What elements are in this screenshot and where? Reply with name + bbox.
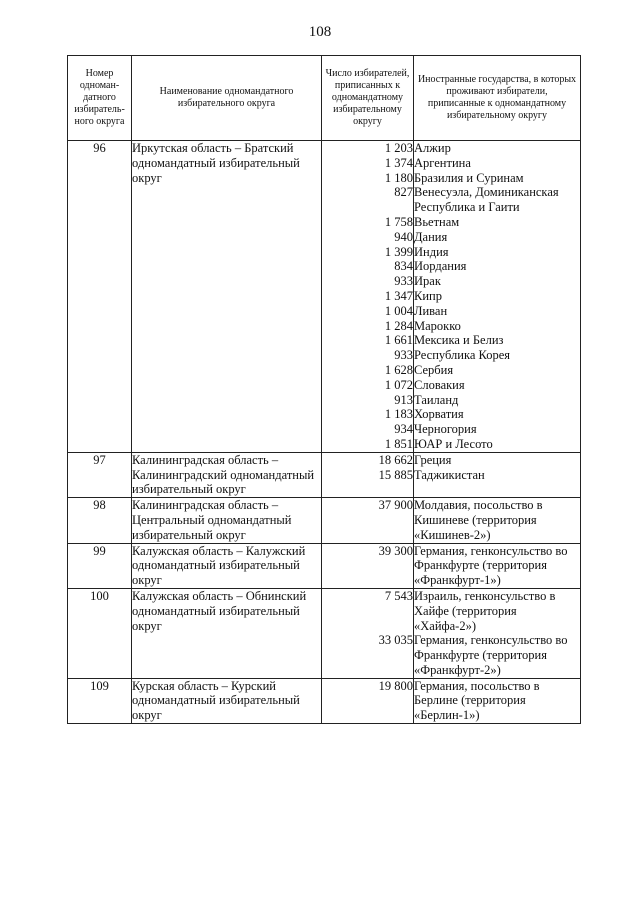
voter-count-cell	[322, 141, 414, 453]
foreign-countries-cell	[414, 588, 581, 678]
table-row	[68, 543, 581, 588]
district-name: Курская область – Курский одномандатный избирательный округ	[132, 678, 322, 723]
header-district-number: Номер одноман-датного избиратель-ного округа	[68, 56, 132, 141]
foreign-country: Германия, генконсульство во Франкфурте (территория «Франкфурт-2»)	[414, 633, 568, 677]
voter-count: 1 347	[384, 288, 413, 303]
table-row	[68, 141, 581, 453]
voter-count: 1 374	[384, 155, 413, 170]
foreign-country: Черногория	[414, 422, 477, 437]
voter-count-cell	[322, 498, 414, 543]
page-number: 108	[308, 24, 332, 40]
voter-count: 19 800	[378, 678, 413, 693]
voter-count: 1 203	[384, 141, 413, 155]
foreign-country: Хорватия	[414, 407, 464, 422]
table-row	[68, 498, 581, 543]
voter-count-cell	[322, 543, 414, 588]
voter-count: 1 284	[384, 318, 413, 333]
voter-count: 33 035	[378, 633, 413, 648]
district-number: 99	[68, 543, 132, 588]
foreign-country: Германия, посольство в Берлине (территория «Берлин-1»)	[414, 678, 540, 723]
foreign-country: Мексика и Белиз	[414, 333, 504, 348]
voter-count: 7 543	[384, 588, 413, 603]
foreign-country: Марокко	[414, 318, 461, 333]
foreign-country: Таиланд	[414, 392, 459, 407]
foreign-country: Германия, генконсульство во Франкфурте (территория «Франкфурт-1»)	[414, 543, 568, 588]
foreign-country: Сербия	[414, 362, 454, 377]
foreign-country: Ирак	[414, 274, 441, 289]
header-foreign-countries: Иностранные государства, в которых проживают избиратели, приписанные к одномандатному избирательному округу	[414, 56, 581, 141]
voter-count: 913	[394, 392, 413, 407]
voter-count: 39 300	[378, 543, 413, 558]
voter-count: 834	[394, 259, 413, 274]
table-body	[68, 141, 581, 724]
foreign-country: Республика Корея	[414, 348, 511, 363]
voter-count-cell	[322, 678, 414, 723]
foreign-country: Греция	[414, 452, 452, 467]
foreign-country: Бразилия и Суринам	[414, 170, 524, 185]
foreign-countries-cell	[414, 452, 581, 497]
foreign-country: Алжир	[414, 141, 451, 155]
header-voter-count: Число избирателей, приписанных к одномандатному избирательному округу	[322, 56, 414, 141]
district-number: 97	[68, 452, 132, 497]
voter-count: 1 072	[384, 377, 413, 392]
voter-count: 18 662	[378, 452, 413, 467]
district-number: 96	[68, 141, 132, 453]
voter-count-cell	[322, 588, 414, 678]
voter-count: 15 885	[378, 467, 413, 482]
foreign-country: Аргентина	[414, 155, 471, 170]
foreign-country: Молдавия, посольство в Кишиневе (территория «Кишинев-2»)	[414, 498, 543, 542]
foreign-countries-cell	[414, 543, 581, 588]
voter-count: 1 004	[384, 303, 413, 318]
districts-table	[67, 55, 581, 724]
foreign-country: Венесуэла, Доминиканская Республика и Гаити	[414, 185, 559, 215]
voter-count: 827	[394, 185, 413, 200]
foreign-countries-cell	[414, 498, 581, 543]
voter-count: 37 900	[378, 498, 413, 513]
table-header-row	[68, 56, 581, 141]
foreign-countries-cell	[414, 141, 581, 453]
voter-count: 940	[394, 229, 413, 244]
voter-count: 1 758	[384, 214, 413, 229]
district-name: Иркутская область – Братский одномандатный избирательный округ	[132, 141, 322, 453]
foreign-country: Кипр	[414, 288, 442, 303]
district-number: 109	[68, 678, 132, 723]
foreign-country: Израиль, генконсульство в Хайфе (территория «Хайфа-2»)	[414, 588, 556, 633]
voter-count: 934	[394, 422, 413, 437]
voter-count: 1 628	[384, 362, 413, 377]
foreign-country: Индия	[414, 244, 449, 259]
foreign-country: Дания	[414, 229, 448, 244]
district-name: Калининградская область – Калининградский одномандатный избирательный округ	[132, 452, 322, 497]
foreign-country: Ливан	[414, 303, 448, 318]
voter-count: 1 180	[384, 170, 413, 185]
voter-count: 1 851	[384, 436, 413, 451]
table-row	[68, 452, 581, 497]
voter-count: 1 661	[384, 333, 413, 348]
district-name: Калужская область – Калужский одномандатный избирательный округ	[132, 543, 322, 588]
foreign-country: Вьетнам	[414, 214, 460, 229]
voter-count: 933	[394, 348, 413, 363]
header-district-name: Наименование одномандатного избирательного округа	[132, 56, 322, 141]
voter-count: 933	[394, 274, 413, 289]
district-number: 100	[68, 588, 132, 678]
foreign-country: Словакия	[414, 377, 465, 392]
district-name: Калининградская область – Центральный одномандатный избирательный округ	[132, 498, 322, 543]
district-number: 98	[68, 498, 132, 543]
foreign-country: Таджикистан	[414, 467, 485, 482]
voter-count: 1 183	[384, 407, 413, 422]
district-name: Калужская область – Обнинский одномандатный избирательный округ	[132, 588, 322, 678]
foreign-countries-cell	[414, 678, 581, 723]
voter-count-cell	[322, 452, 414, 497]
voter-count: 1 399	[384, 244, 413, 259]
foreign-country: ЮАР и Лесото	[414, 436, 493, 451]
foreign-country: Иордания	[414, 259, 467, 274]
table-row	[68, 588, 581, 678]
table-row	[68, 678, 581, 723]
